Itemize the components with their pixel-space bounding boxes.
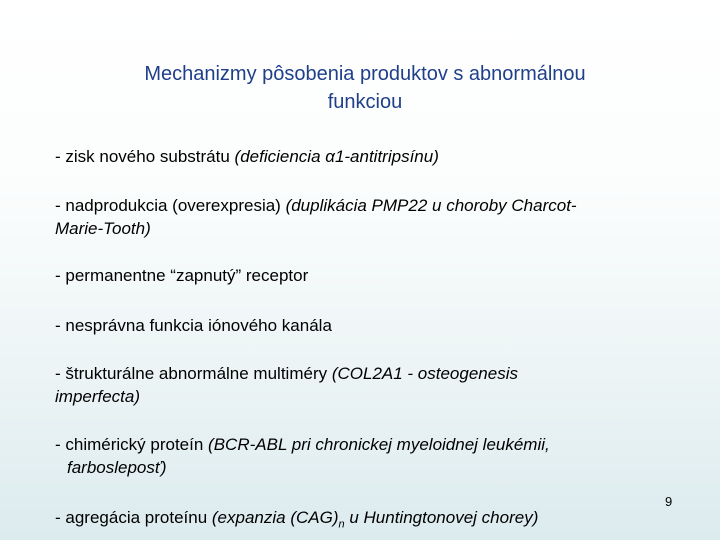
item-text: - chimérický proteín bbox=[55, 435, 209, 454]
list-item-1 bbox=[55, 145, 685, 168]
item-detail: (deficiencia α1-antitripsínu) bbox=[234, 147, 439, 166]
list-item-3 bbox=[55, 264, 685, 287]
list-item-2 bbox=[55, 194, 685, 240]
item-text: - štrukturálne abnormálne multiméry bbox=[55, 364, 332, 383]
title-line-1: Mechanizmy pôsobenia produktov s abnormálnou bbox=[144, 63, 586, 85]
item-text: - nesprávna funkcia iónového kanála bbox=[55, 316, 332, 335]
item-detail-subscript: n bbox=[338, 518, 345, 531]
list-item-4 bbox=[55, 314, 685, 337]
item-text: - agregácia proteínu bbox=[55, 508, 212, 527]
title-line-2: funkciou bbox=[327, 91, 403, 113]
page-number: 9 bbox=[665, 494, 673, 509]
item-detail-cont: imperfecta) bbox=[55, 387, 141, 406]
item-detail: (BCR-ABL pri chronickej myeloidnej leukémii, bbox=[208, 435, 550, 454]
item-detail: (COL2A1 - osteogenesis bbox=[331, 364, 518, 383]
item-text: - permanentne “zapnutý” receptor bbox=[55, 266, 309, 285]
item-text: - zisk nového substrátu bbox=[55, 147, 235, 166]
item-detail-cont: farbosleposť) bbox=[67, 458, 167, 477]
slide-title bbox=[40, 60, 690, 116]
item-detail: (duplikácia PMP22 u choroby Charcot- bbox=[285, 196, 577, 215]
list-item-5 bbox=[55, 362, 685, 408]
item-detail: (expanzia (CAG) bbox=[211, 508, 339, 527]
item-detail-end: u Huntingtonovej chorey) bbox=[344, 508, 539, 527]
item-text: - nadprodukcia (overexpresia) bbox=[55, 196, 286, 215]
list-item-6 bbox=[55, 433, 685, 479]
item-detail-cont: Marie-Tooth) bbox=[55, 219, 151, 238]
list-item-7 bbox=[55, 506, 685, 536]
